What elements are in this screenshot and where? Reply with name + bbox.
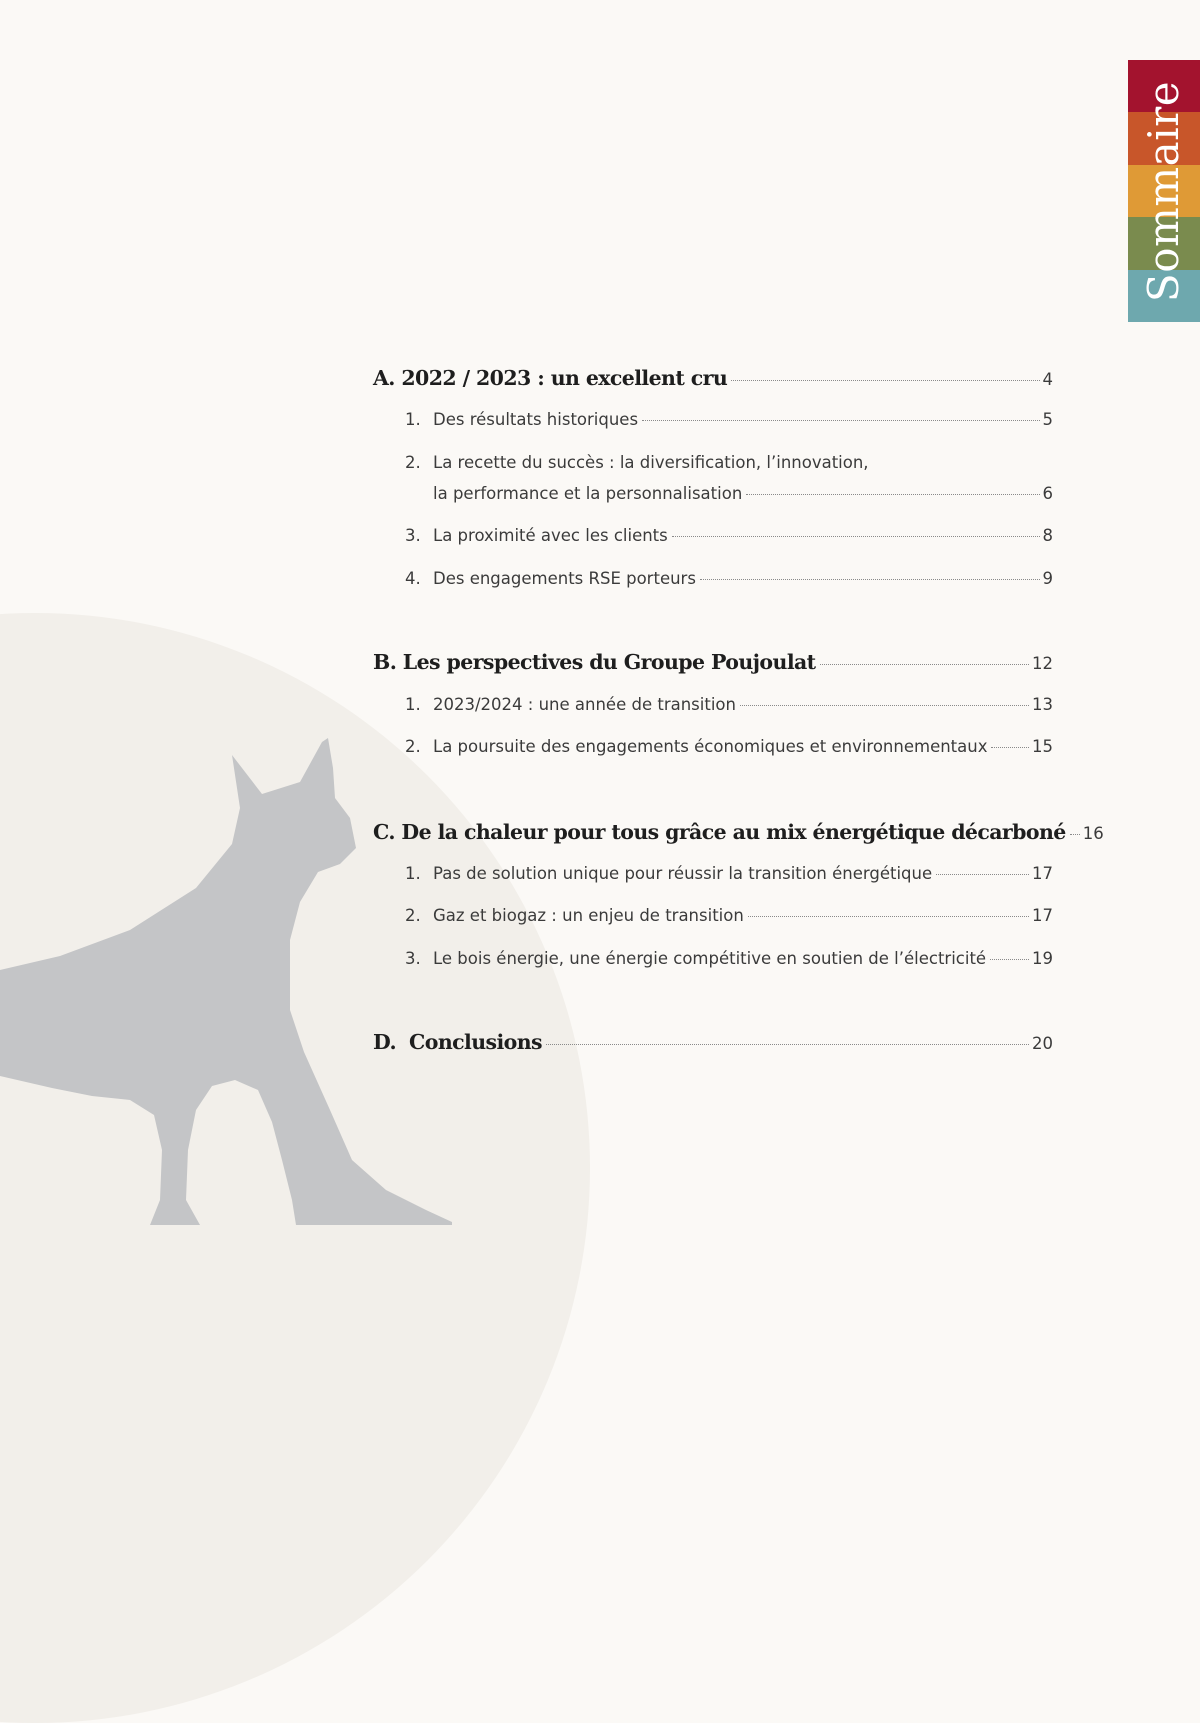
item-page: 5: [1042, 410, 1053, 429]
item-text: La proximité avec les clients: [433, 526, 668, 545]
section-tab: [1128, 60, 1200, 322]
toc-section-b-page: 12: [1032, 654, 1053, 673]
toc-item-b1[interactable]: [373, 695, 1053, 714]
tab-label-text: Sommaire: [1139, 80, 1189, 302]
item-text: La poursuite des engagements économiques et environnementaux: [433, 737, 988, 756]
toc-section-c-page: 16: [1082, 824, 1104, 843]
toc-section-a[interactable]: [373, 366, 1053, 390]
toc-item-a4[interactable]: [373, 569, 1053, 588]
item-text: Des résultats historiques: [433, 410, 639, 429]
toc-item-a2-line1[interactable]: [373, 453, 1053, 472]
item-number: 3.: [405, 526, 421, 545]
tab-stripe-2: [1128, 112, 1200, 164]
item-text: la performance et la personnalisation: [433, 484, 743, 503]
item-number: 1.: [405, 410, 421, 429]
leader-dots: [1070, 834, 1080, 835]
item-number: 4.: [405, 569, 421, 588]
toc-section-d[interactable]: [373, 1030, 1053, 1054]
tab-stripe-3: [1128, 165, 1200, 217]
item-page: 17: [1032, 864, 1053, 883]
item-text: La recette du succès : la diversification, l’innovation,: [433, 453, 869, 472]
item-number: 2.: [405, 737, 421, 756]
leader-dots: [740, 705, 1029, 706]
item-text: Le bois énergie, une énergie compétitive en soutien de l’électricité: [433, 949, 987, 968]
tab-stripe-1: [1128, 60, 1200, 112]
leader-dots: [642, 420, 1039, 421]
leader-dots: [936, 874, 1029, 875]
item-text: Pas de solution unique pour réussir la transition énergétique: [433, 864, 933, 883]
item-page: 19: [1032, 949, 1053, 968]
toc-item-a3[interactable]: [373, 526, 1053, 545]
leader-dots: [748, 916, 1029, 917]
leader-dots: [990, 959, 1029, 960]
toc-item-a1[interactable]: [373, 410, 1053, 429]
toc-section-d-page: 20: [1032, 1034, 1053, 1053]
item-number: 1.: [405, 695, 421, 714]
toc-item-c1[interactable]: [373, 864, 1053, 883]
item-number: 1.: [405, 864, 421, 883]
item-number: 3.: [405, 949, 421, 968]
toc-section-b[interactable]: [373, 650, 1053, 674]
toc-section-a-title: A. 2022 / 2023 : un excellent cru: [373, 366, 728, 390]
item-number: 2.: [405, 906, 421, 925]
toc-item-c2[interactable]: [373, 906, 1053, 925]
toc-section-b-title: B. Les perspectives du Groupe Poujoulat: [373, 650, 816, 674]
leader-dots: [746, 494, 1039, 495]
tab-stripe-5: [1128, 270, 1200, 322]
toc-section-c-title: C. De la chaleur pour tous grâce au mix énergétique décarboné: [373, 820, 1066, 844]
leader-dots: [731, 380, 1039, 381]
toc-section-d-title: D. Conclusions: [373, 1030, 542, 1054]
toc-section-c[interactable]: [373, 820, 1104, 844]
cat-silhouette: [0, 730, 470, 1225]
item-text: 2023/2024 : une année de transition: [433, 695, 736, 714]
item-page: 15: [1032, 737, 1053, 756]
toc-item-c3[interactable]: [373, 949, 1053, 968]
item-page: 8: [1042, 526, 1053, 545]
item-page: 17: [1032, 906, 1053, 925]
toc-item-a2[interactable]: [373, 484, 1053, 503]
toc-section-a-page: 4: [1042, 370, 1053, 389]
leader-dots: [820, 664, 1029, 665]
toc-item-b2[interactable]: [373, 737, 1053, 756]
leader-dots: [546, 1044, 1029, 1045]
item-page: 9: [1042, 569, 1053, 588]
leader-dots: [991, 747, 1029, 748]
leader-dots: [672, 536, 1040, 537]
leader-dots: [700, 579, 1040, 580]
item-number: 2.: [405, 453, 421, 472]
item-text: Des engagements RSE porteurs: [433, 569, 696, 588]
item-text: Gaz et biogaz : un enjeu de transition: [433, 906, 744, 925]
item-page: 6: [1042, 484, 1053, 503]
tab-stripe-4: [1128, 217, 1200, 269]
item-page: 13: [1032, 695, 1053, 714]
